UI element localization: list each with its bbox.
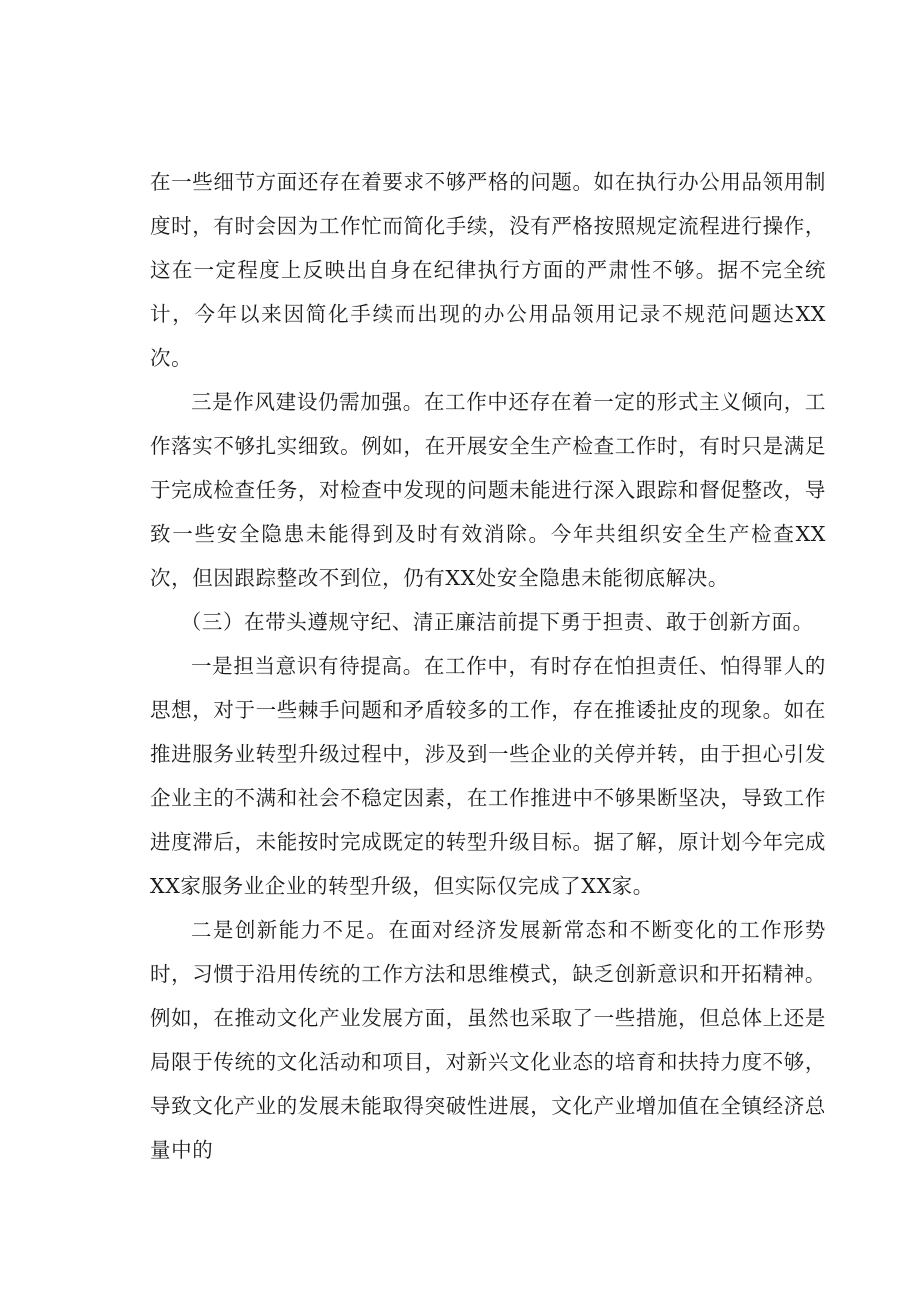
paragraph-innovation: 二是创新能力不足。在面对经济发展新常态和不断变化的工作形势时，习惯于沿用传统的工作方法和思维模式，缺乏创新意识和开拓精神。例如，在推动文化产业发展方面，虽然也采取了一些措施，但总体上还是局限于传统的文化活动和项目，对新兴文化业态的培育和扶持力度不够，导致文化产业的发展未能取得突破性进展，文化产业增加值在全镇经济总量中的 bbox=[150, 918, 826, 1162]
paragraph-work-style: 三是作风建设仍需加强。在工作中还存在着一定的形式主义倾向，工作落实不够扎实细致。例如，在开展安全生产检查工作时，有时只是满足于完成检查任务，对检查中发现的问题未能进行深入跟踪和督促整改，导致一些安全隐患未能得到及时有效消除。今年共组织安全生产检查XX次，但因跟踪整改不到位，仍有XX处安全隐患未能彻底解决。 bbox=[150, 390, 826, 590]
section-heading-three: （三）在带头遵规守纪、清正廉洁前提下勇于担责、敢于创新方面。 bbox=[180, 610, 814, 634]
document-body bbox=[150, 160, 826, 1172]
paragraph-responsibility: 一是担当意识有待提高。在工作中，有时存在怕担责任、怕得罪人的思想，对于一些棘手问题和矛盾较多的工作，存在推诿扯皮的现象。如在推进服务业转型升级过程中，涉及到一些企业的关停并转，由于担心引发企业主的不满和社会不稳定因素，在工作推进中不够果断坚决，导致工作进度滞后，未能按时完成既定的转型升级目标。据了解，原计划今年完成XX家服务业企业的转型升级，但实际仅完成了XX家。 bbox=[150, 654, 826, 898]
paragraph-continuation: 在一些细节方面还存在着要求不够严格的问题。如在执行办公用品领用制度时，有时会因为工作忙而简化手续，没有严格按照规定流程进行操作，这在一定程度上反映出自身在纪律执行方面的严肃性不够。据不完全统计，今年以来因简化手续而出现的办公用品领用记录不规范问题达XX次。 bbox=[150, 170, 826, 370]
